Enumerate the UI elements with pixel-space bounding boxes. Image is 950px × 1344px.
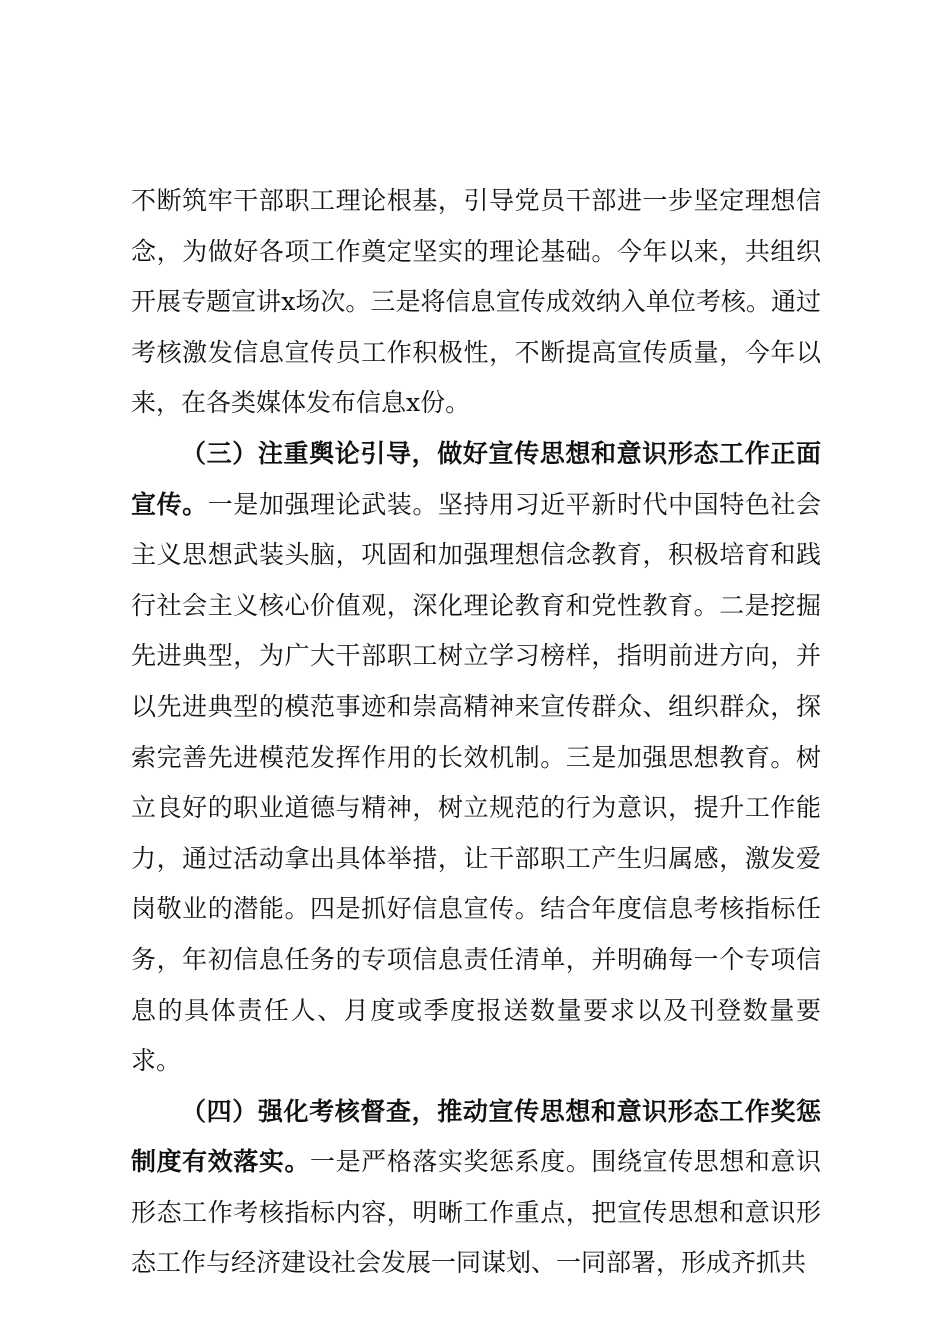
- paragraph-continuation: [131, 176, 821, 429]
- paragraph-text: 不断筑牢干部职工理论根基，引导党员干部进一步坚定理想信念，为做好各项工作奠定坚实的理论基础。今年以来，共组织开展专题宣讲x场次。三是将信息宣传成效纳入单位考核。通过考核激发信息宣传员工作积极性，不断提高宣传质量，今年以来，在各类媒体发布信息x份。: [131, 186, 821, 418]
- paragraph-text: 一是加强理论武装。坚持用习近平新时代中国特色社会主义思想武装头脑，巩固和加强理想信念教育，积极培育和践行社会主义核心价值观，深化理论教育和党性教育。二是挖掘先进典型，为广大干部职工树立学习榜样，指明前进方向，并以先进典型的模范事迹和崇高精神来宣传群众、组织群众，探索完善先进模范发挥作用的长效机制。三是加强思想教育。树立良好的职业道德与精神，树立规范的行为意识，提升工作能力，通过活动拿出具体举措，让干部职工产生归属感，激发爱岗敬业的潜能。四是抓好信息宣传。结合年度信息考核指标任务，年初信息任务的专项信息责任清单，并明确每一个专项信息的具体责任人、月度或季度报送数量要求以及刊登数量要求。: [131, 489, 821, 1076]
- paragraph-section-four: [131, 1087, 821, 1289]
- section-heading-four: （四）强化考核督查，推动宣传思想和意识形态工作奖惩制度有效落实。: [131, 1096, 821, 1177]
- paragraph-section-three: [131, 429, 821, 1087]
- document-body: [131, 176, 821, 1289]
- paragraph-text: 一是严格落实奖惩系度。围绕宣传思想和意识形态工作考核指标内容，明晰工作重点，把宣传思想和意识形态工作与经济建设社会发展一同谋划、一同部署，形成齐抓共: [131, 1147, 821, 1278]
- section-heading-three: （三）注重舆论引导，做好宣传思想和意识形态工作正面宣传。: [131, 438, 821, 519]
